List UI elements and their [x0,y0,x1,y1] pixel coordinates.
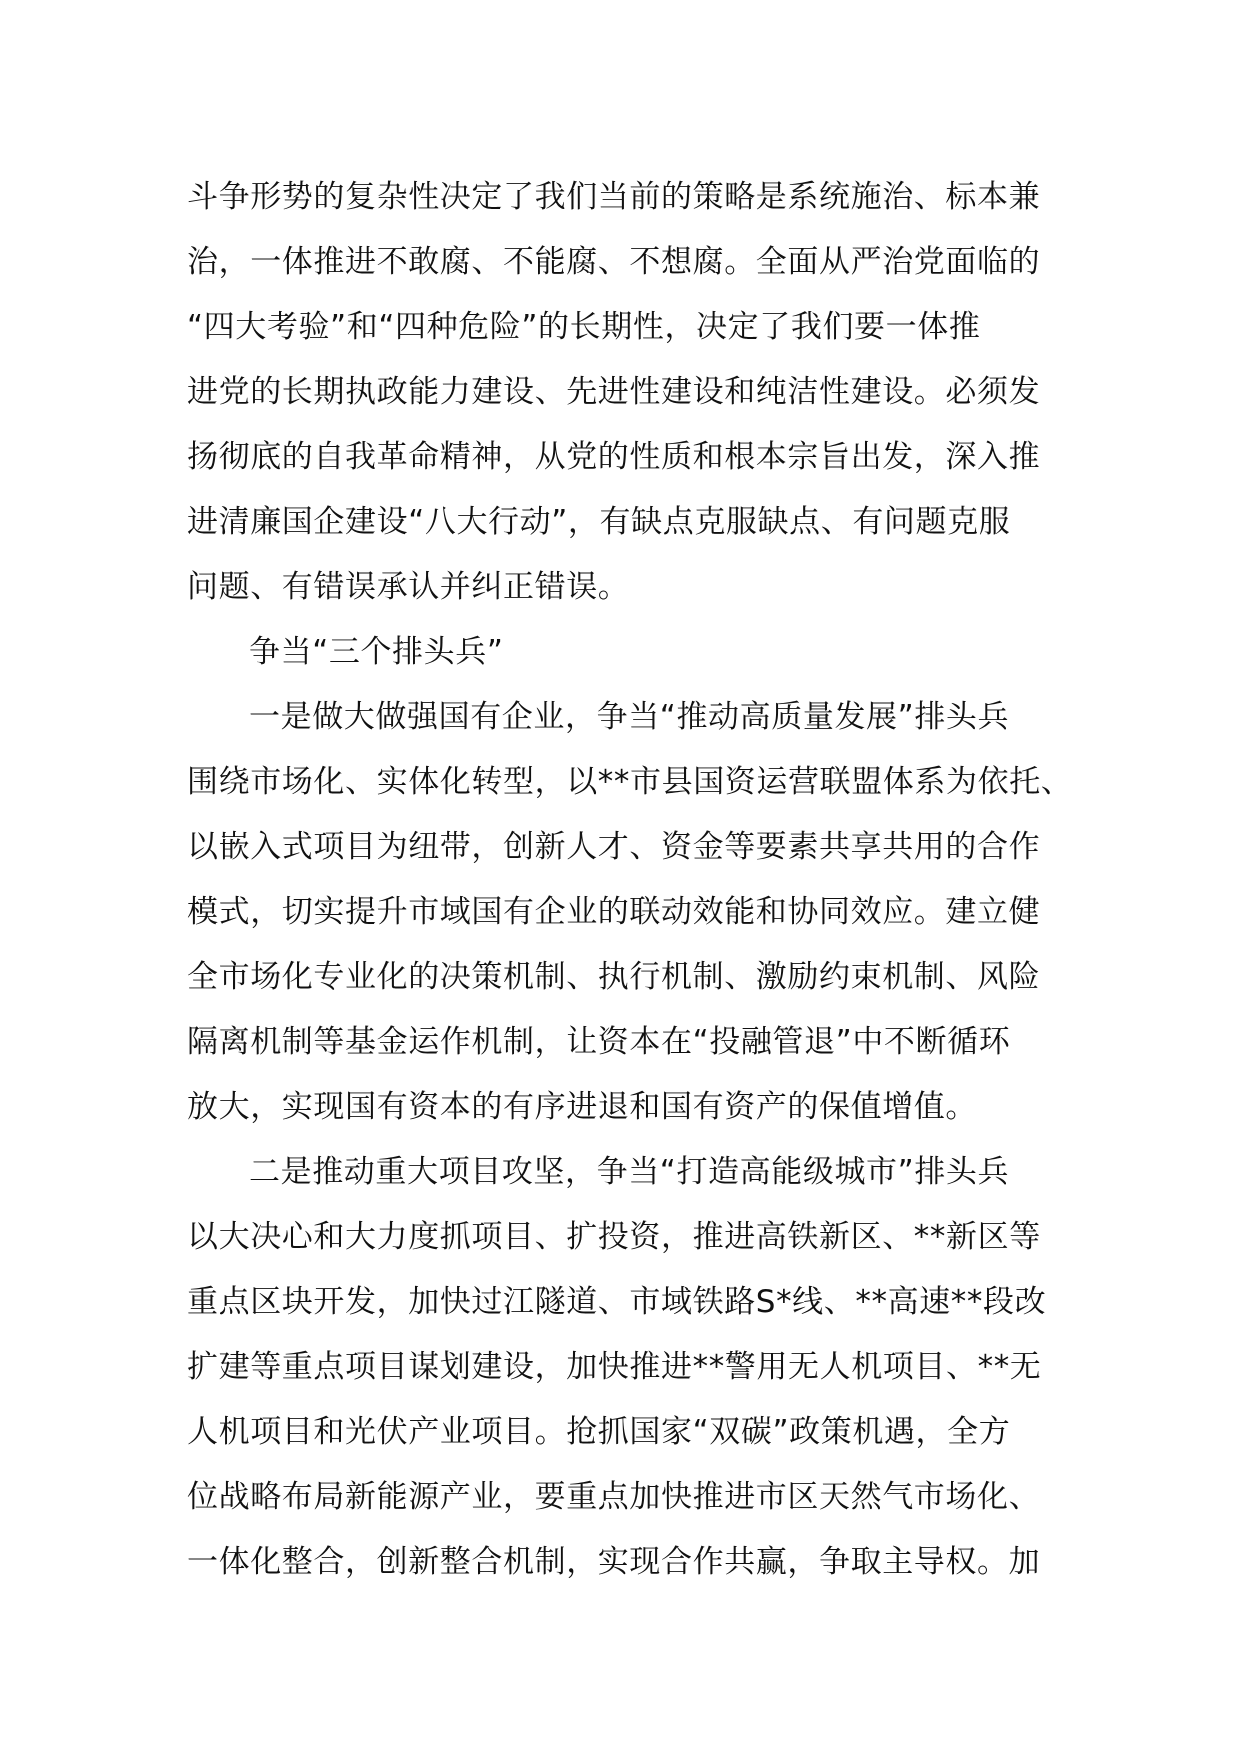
text-line: 隔离机制等基金运作机制，让资本在“投融管退”中不断循环 [187,1024,1011,1060]
text-line: 人机项目和光伏产业项目。抢抓国家“双碳”政策机遇，全方 [187,1414,1011,1450]
section-heading: 争当“三个排头兵” [249,634,504,670]
body-text [187,165,1073,1595]
text-line: 位战略布局新能源产业，要重点加快推进市区天然气市场化、 [187,1479,1041,1515]
text-line: 进清廉国企建设“八大行动”，有缺点克服缺点、有问题克服 [187,504,1011,540]
text-line: 扩建等重点项目谋划建设，加快推进**警用无人机项目、**无 [187,1349,1042,1385]
text-line: 围绕市场化、实体化转型，以**市县国资运营联盟体系为依托、 [187,764,1073,800]
paragraph-heading: 二是推动重大项目攻坚，争当“打造高能级城市”排头兵 [249,1154,1010,1190]
text-line: 进党的长期执政能力建设、先进性建设和纯洁性建设。必须发 [187,374,1041,410]
text-line: 治，一体推进不敢腐、不能腐、不想腐。全面从严治党面临的 [187,244,1041,280]
text-line: 扬彻底的自我革命精神，从党的性质和根本宗旨出发，深入推 [187,439,1041,475]
text-line: 以大决心和大力度抓项目、扩投资，推进高铁新区、**新区等 [187,1219,1041,1255]
text-line: 放大，实现国有资本的有序进退和国有资产的保值增值。 [187,1089,977,1125]
text-line: 模式，切实提升市域国有企业的联动效能和协同效应。建立健 [187,894,1041,930]
text-line: 全市场化专业化的决策机制、执行机制、激励约束机制、风险 [187,959,1041,995]
text-line: 斗争形势的复杂性决定了我们当前的策略是系统施治、标本兼 [187,179,1041,215]
text-line: 一体化整合，创新整合机制，实现合作共赢，争取主导权。加 [187,1544,1041,1580]
text-line: 重点区块开发，加快过江隧道、市域铁路S*线、**高速**段改 [187,1284,1047,1320]
paragraph-heading: 一是做大做强国有企业，争当“推动高质量发展”排头兵 [249,699,1010,735]
text-line: “四大考验”和“四种危险”的长期性，决定了我们要一体推 [187,309,981,345]
text-line: 以嵌入式项目为纽带，创新人才、资金等要素共享共用的合作 [187,829,1041,865]
text-line: 问题、有错误承认并纠正错误。 [187,569,630,605]
